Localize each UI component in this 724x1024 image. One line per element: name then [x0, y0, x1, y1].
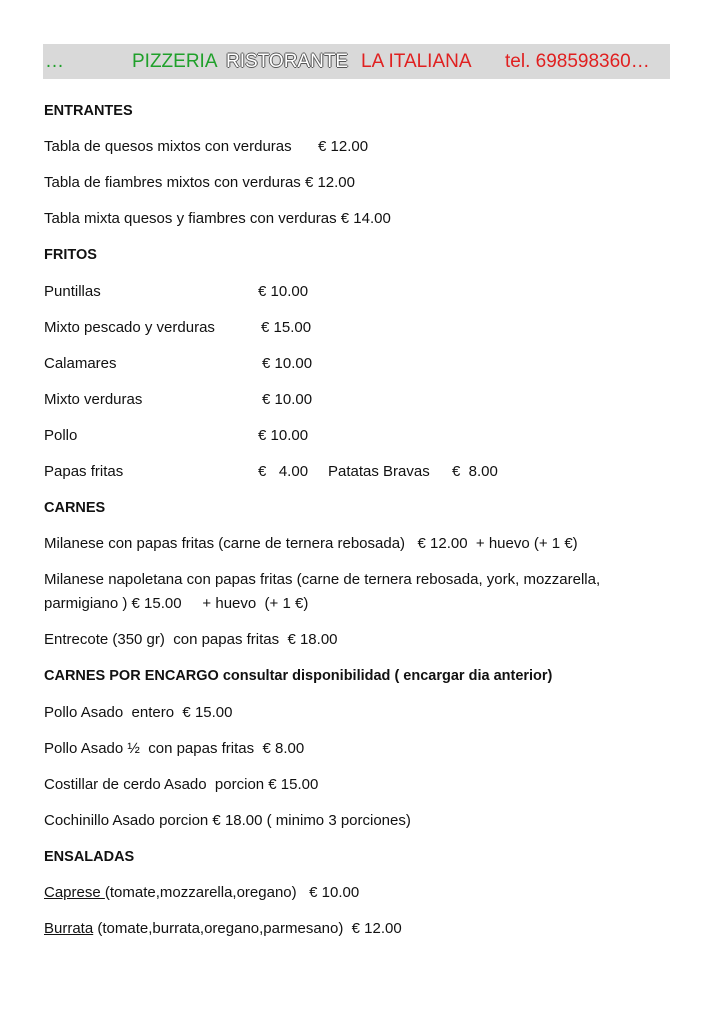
header-ellipsis: … [45, 51, 64, 72]
menu-item-name: Caprese [44, 884, 105, 901]
menu-item [44, 919, 402, 939]
menu-item-price: € 15.00 [261, 319, 312, 336]
section-title-carnes: CARNES [44, 500, 106, 516]
menu-item-price: € 10.00 [262, 355, 313, 372]
menu-item-price: € 4.00 [258, 463, 309, 480]
menu-item: Patatas Bravas [328, 463, 430, 480]
header-phone: tel. 698598360… [505, 51, 650, 72]
menu-item-price: € 10.00 [258, 427, 309, 444]
menu-item-price: € 12.00 [318, 138, 369, 155]
menu-item: Cochinillo Asado porcion € 18.00 ( minimo 3 porciones) [44, 812, 411, 829]
menu-item-price: € 8.00 [452, 463, 498, 480]
menu-item-name: Burrata [44, 920, 94, 937]
menu-item: Tabla de quesos mixtos con verduras [44, 138, 292, 155]
menu-item: Pollo Asado entero € 15.00 [44, 704, 233, 721]
header-ristorante: RISTORANTE [226, 51, 349, 72]
menu-item: Puntillas [44, 283, 101, 300]
section-title-ensaladas: ENSALADAS [44, 849, 135, 865]
menu-item: Milanese con papas fritas (carne de ternera rebosada) € 12.00 + huevo (+ 1 €) [44, 535, 578, 552]
menu-item: Mixto pescado y verduras [44, 319, 215, 336]
menu-item-price: € 10.00 [258, 283, 309, 300]
menu-item-desc: (tomate,mozzarella,oregano) € 10.00 [104, 884, 360, 901]
section-title-carnes-encargo: CARNES POR ENCARGO consultar disponibilidad ( encargar dia anterior) [44, 668, 553, 684]
header-restaurant-name: LA ITALIANA [361, 51, 472, 72]
menu-item: Tabla mixta quesos y fiambres con verduras € 14.00 [44, 210, 391, 227]
header-pizzeria: PIZZERIA [132, 51, 218, 72]
menu-item: Costillar de cerdo Asado porcion € 15.00 [44, 776, 319, 793]
menu-item-continued: parmigiano ) € 15.00 + huevo (+ 1 €) [44, 595, 309, 612]
menu-item: Mixto verduras [44, 391, 143, 408]
menu-item: Pollo Asado ½ con papas fritas € 8.00 [44, 740, 305, 757]
menu-item: Entrecote (350 gr) con papas fritas € 18.00 [44, 631, 338, 648]
menu-header [43, 44, 670, 79]
section-title-fritos: FRITOS [44, 247, 97, 263]
menu-item-desc: (tomate,burrata,oregano,parmesano) € 12.00 [93, 920, 402, 937]
menu-item: Pollo [44, 427, 78, 444]
menu-item: Milanese napoletana con papas fritas (carne de ternera rebosada, york, mozzarella, [44, 571, 601, 588]
menu-item: Calamares [44, 355, 117, 372]
menu-item: Papas fritas [44, 463, 124, 480]
section-title-entrantes: ENTRANTES [44, 103, 133, 119]
menu-item: Tabla de fiambres mixtos con verduras € 12.00 [44, 174, 355, 191]
menu-item-price: € 10.00 [262, 391, 313, 408]
menu-item [44, 883, 359, 903]
